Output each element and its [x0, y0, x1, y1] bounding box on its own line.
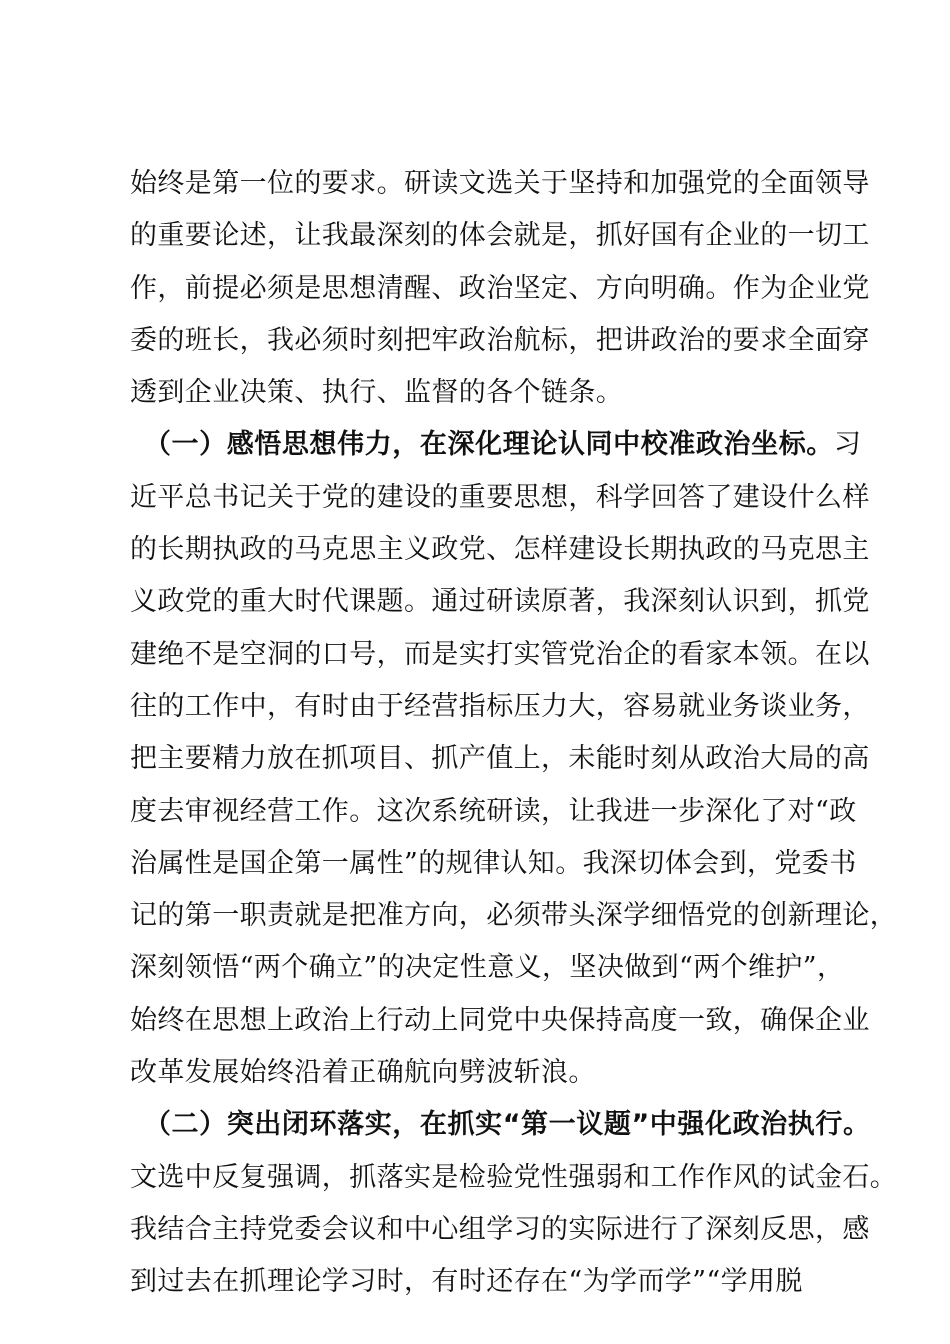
text-line: 深刻领悟“两个确立”的决定性意义，坚决做到“两个维护”， [130, 952, 845, 984]
text-line: 义政党的重大时代课题。通过研读原著，我深刻认识到，抓党 [130, 586, 870, 618]
text-line: 透到企业决策、执行、监督的各个链条。 [130, 377, 624, 409]
document-body [130, 158, 898, 1309]
text-line: 把主要精力放在抓项目、抓产值上，未能时刻从政治大局的高 [130, 743, 870, 775]
section-heading-1: （一）感悟思想伟力，在深化理论认同中校准政治坐标。 [157, 429, 834, 461]
text-line: 往的工作中，有时由于经营指标压力大，容易就业务谈业务， [130, 690, 870, 722]
paragraph-1 [130, 158, 870, 419]
text-line: 度去审视经营工作。这次系统研读，让我进一步深化了对“政 [130, 795, 857, 827]
text-line: 的重要论述，让我最深刻的体会就是，抓好国有企业的一切工 [130, 220, 870, 252]
text-line: 作，前提必须是思想清醒、政治坚定、方向明确。作为企业党 [130, 272, 870, 304]
text-line: 治属性是国企第一属性”的规律认知。我深切体会到，党委书 [130, 847, 857, 879]
text-line: 始终在思想上政治上行动上同党中央保持高度一致，确保企业 [130, 1004, 870, 1036]
text-line: 始终是第一位的要求。研读文选关于坚持和加强党的全面领导 [130, 168, 870, 199]
text-line: 记的第一职责就是把准方向，必须带头深学细悟党的创新理论， [130, 900, 898, 932]
text-line: 文选中反复强调，抓落实是检验党性强弱和工作作风的试金石。 [130, 1161, 898, 1193]
text-run: 习 [833, 429, 862, 461]
text-line [130, 1099, 871, 1151]
text-line: 委的班长，我必须时刻把牢政治航标，把讲政治的要求全面穿 [130, 324, 870, 356]
text-line: 建绝不是空洞的口号，而是实打实管党治企的看家本领。在以 [130, 638, 870, 670]
text-line: 近平总书记关于党的建设的重要思想，科学回答了建设什么样 [130, 481, 870, 513]
text-line: 改革发展始终沿着正确航向劈波斩浪。 [130, 1057, 596, 1089]
text-line: 我结合主持党委会议和中心组学习的实际进行了深刻反思，感 [130, 1213, 870, 1245]
text-line [130, 419, 862, 471]
section-heading-2: （二）突出闭环落实，在抓实“第一议题”中强化政治执行。 [157, 1109, 871, 1141]
text-line: 到过去在抓理论学习时，有时还存在“为学而学”“学用脱 [130, 1266, 803, 1298]
text-line: 的长期执政的马克思主义政党、怎样建设长期执政的马克思主 [130, 534, 870, 566]
paragraph-3 [130, 1099, 898, 1308]
paragraph-2 [130, 419, 898, 1099]
